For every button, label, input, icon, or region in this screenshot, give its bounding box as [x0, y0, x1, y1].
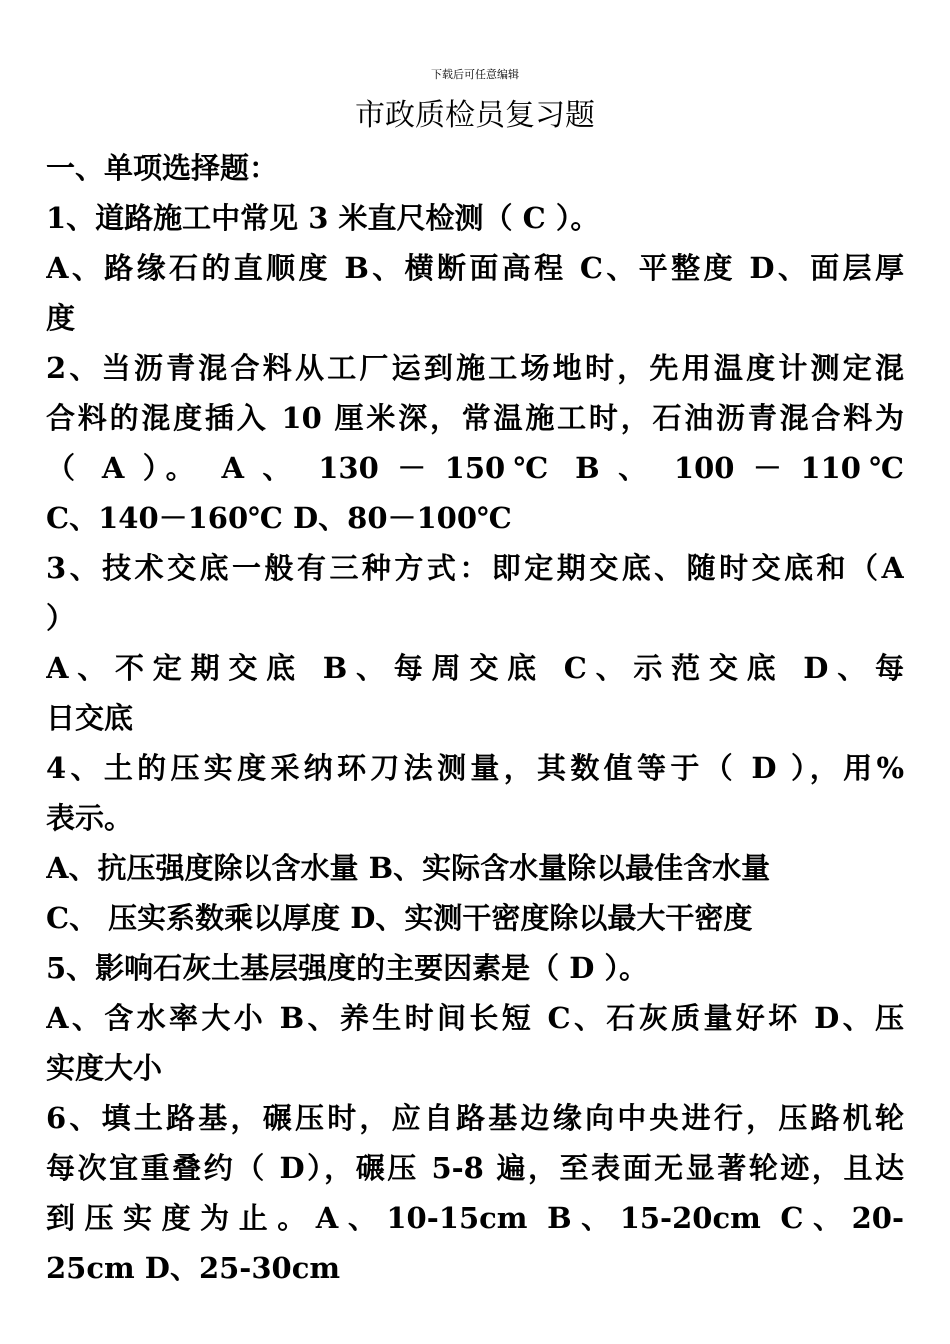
question-body — [46, 143, 904, 1293]
text-line: 2、当沥青混合料从工厂运到施工场地时，先用温度计测定混 — [46, 351, 904, 385]
text-line: 实度大小 — [46, 1051, 163, 1085]
text-line: 1、道路施工中常见 3 米直尺检测（ C ）。 — [46, 201, 600, 235]
text-line: 6、填土路基，碾压时，应自路基边缘向中央进行，压路机轮 — [46, 1101, 904, 1135]
text-line: A、抗压强度除以含水量 B、实际含水量除以最佳含水量 — [46, 851, 771, 885]
header-note: 下载后可任意编辑 — [431, 68, 519, 81]
text-line: A、路缘石的直顺度 B、横断面高程 C、平整度 D、面层厚 — [46, 251, 904, 285]
text-line: A、不定期交底 B、每周交底 C、示范交底 D、每 — [46, 651, 904, 685]
text-line: C、 压实系数乘以厚度 D、实测干密度除以最大干密度 — [46, 901, 753, 935]
text-line: 合料的混度插入 10 厘米深，常温施工时，石油沥青混合料为 — [46, 401, 904, 435]
text-line: 一、单项选择题： — [46, 151, 279, 185]
text-line: （ A ）。 A 、 130 － 150℃ B 、 100 － 110℃ — [46, 451, 904, 485]
page-title: 市政质检员复习题 — [355, 98, 595, 133]
text-line: 表示。 — [46, 801, 134, 835]
text-line: 日交底 — [46, 701, 134, 735]
text-line: 到压实度为止。A、10-15cm B、15-20cm C、20- — [46, 1201, 904, 1235]
text-line: 3、技术交底一般有三种方式：即定期交底、随时交底和（A — [46, 551, 904, 585]
text-line: 每次宜重叠约（ D），碾压 5-8 遍，至表面无显著轮迹，且达 — [46, 1151, 904, 1185]
text-line: 25cm D、25-30cm — [46, 1251, 341, 1285]
text-line: 5、影响石灰土基层强度的主要因素是（ D ）。 — [46, 951, 649, 985]
text-line: ） — [46, 601, 76, 635]
text-line: C、140－160℃ D、80－100℃ — [46, 501, 512, 535]
text-line: 4、土的压实度采纳环刀法测量，其数值等于（ D ），用% — [46, 751, 904, 785]
text-line: 度 — [46, 301, 76, 335]
text-line: A、含水率大小 B、养生时间长短 C、石灰质量好坏 D、压 — [46, 1001, 904, 1035]
